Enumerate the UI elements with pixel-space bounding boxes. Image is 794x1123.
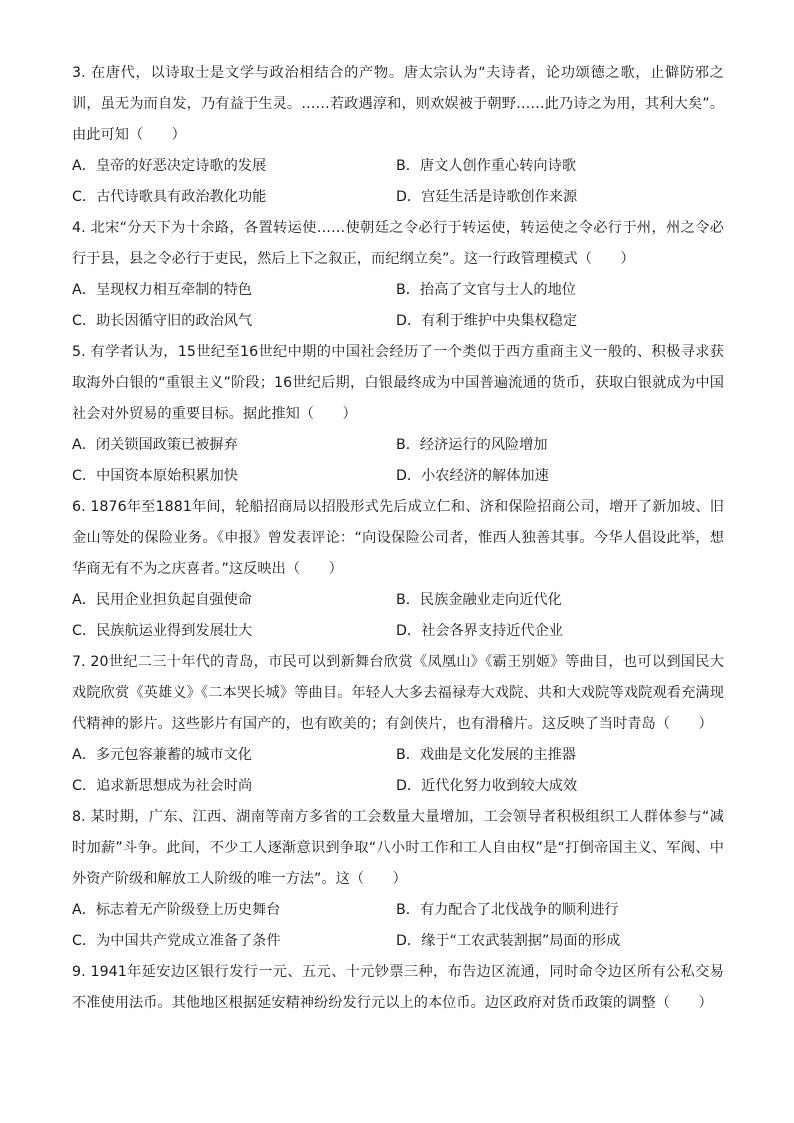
option-b: B．有力配合了北伐战争的顺利进行 bbox=[396, 902, 619, 918]
option-d: D．有利于维护中央集权稳定 bbox=[396, 313, 578, 329]
option-b: B．戏曲是文化发展的主推器 bbox=[396, 747, 576, 763]
options-grid bbox=[72, 740, 724, 802]
option-d: D．宫廷生活是诗歌创作来源 bbox=[396, 189, 578, 205]
options-grid bbox=[72, 275, 724, 337]
question-stem: 6. 1876年至1881年间，轮船招商局以招股形式先后成立仁和、济和保险招商公司，增开了新加坡、旧金山等处的保险业务。《申报》曾发表评论：“向设保险公司者，惟西人独善其事。今华人倡设此举，想华商无有不为之庆喜者。”这反映出（ ） bbox=[72, 499, 724, 577]
option-c: C．为中国共产党成立准备了条件 bbox=[72, 933, 281, 949]
question-9 bbox=[72, 957, 724, 1019]
question-4 bbox=[72, 213, 724, 337]
option-b: B．抬高了文官与士人的地位 bbox=[396, 282, 576, 298]
question-8 bbox=[72, 802, 724, 957]
option-a: A．呈现权力相互牵制的特色 bbox=[72, 282, 252, 298]
question-stem: 8. 某时期，广东、江西、湖南等南方多省的工会数量大量增加，工会领导者积极组织工人群体参与“减时加薪”斗争。此间，不少工人逐渐意识到争取“八小时工作和工人自由权”是“打倒帝国主义、军阀、中外资产阶级和解放工人阶级的唯一方法”。这（ ） bbox=[72, 809, 724, 887]
option-c: C．民族航运业得到发展壮大 bbox=[72, 623, 253, 639]
option-b: B．民族金融业走向近代化 bbox=[396, 592, 562, 608]
question-5 bbox=[72, 337, 724, 492]
option-d: D．缘于“工农武装割据”局面的形成 bbox=[396, 933, 621, 949]
question-3 bbox=[72, 58, 724, 213]
question-stem: 4. 北宋“分天下为十余路，各置转运使……使朝廷之令必行于转运使，转运使之令必行于州，州之令必行于县，县之令必行于吏民，然后上下之叙正，而纪纲立矣”。这一行政管理模式（ ） bbox=[72, 220, 724, 267]
option-a: A．闭关锁国政策已被摒弃 bbox=[72, 437, 238, 453]
option-c: C．中国资本原始积累加快 bbox=[72, 468, 238, 484]
option-d: D．小农经济的解体加速 bbox=[396, 468, 549, 484]
options-grid bbox=[72, 585, 724, 647]
question-6 bbox=[72, 492, 724, 647]
options-grid bbox=[72, 151, 724, 213]
exam-page bbox=[72, 58, 724, 1019]
option-a: A．皇帝的好恶决定诗歌的发展 bbox=[72, 158, 267, 174]
question-stem: 3. 在唐代，以诗取士是文学与政治相结合的产物。唐太宗认为“夫诗者，论功颂德之歌，止僻防邪之训，虽无为而自发，乃有益于生灵。……若政遇淳和，则欢娱被于朝野……此乃诗之为用，其利大矣”。由此可知（ ） bbox=[72, 65, 724, 143]
options-grid bbox=[72, 430, 724, 492]
options-grid bbox=[72, 895, 724, 957]
option-d: D．近代化努力收到较大成效 bbox=[396, 778, 578, 794]
option-b: B．经济运行的风险增加 bbox=[396, 437, 548, 453]
option-c: C．追求新思想成为社会时尚 bbox=[72, 778, 253, 794]
question-stem: 9. 1941年延安边区银行发行一元、五元、十元钞票三种，布告边区流通，同时命令边区所有公私交易不准使用法币。其他地区根据延安精神纷纷发行元以上的本位币。边区政府对货币政策的调整（ ） bbox=[72, 964, 724, 1011]
question-stem: 7. 20世纪二三十年代的青岛，市民可以到新舞台欣赏《凤凰山》《霸王别姬》等曲目，也可以到国民大戏院欣赏《英雄义》《二本哭长城》等曲目。年轻人大多去福禄寿大戏院、共和大戏院等戏院观看充满现代精神的影片。这些影片有国产的，也有欧美的；有剑侠片，也有滑稽片。这反映了当时青岛（ ） bbox=[72, 654, 724, 732]
option-c: C．古代诗歌具有政治教化功能 bbox=[72, 189, 267, 205]
option-a: A．多元包容兼蓄的城市文化 bbox=[72, 747, 252, 763]
question-stem: 5. 有学者认为，15世纪至16世纪中期的中国社会经历了一个类似于西方重商主义一般的、积极寻求获取海外白银的“重银主义”阶段；16世纪后期，白银最终成为中国普遍流通的货币，获取白银就成为中国社会对外贸易的重要目标。据此推知（ ） bbox=[72, 344, 724, 422]
option-c: C．助长因循守旧的政治风气 bbox=[72, 313, 253, 329]
question-7 bbox=[72, 647, 724, 802]
option-a: A．民用企业担负起自强使命 bbox=[72, 592, 252, 608]
option-a: A．标志着无产阶级登上历史舞台 bbox=[72, 902, 281, 918]
option-d: D．社会各界支持近代企业 bbox=[396, 623, 563, 639]
option-b: B．唐文人创作重心转向诗歌 bbox=[396, 158, 576, 174]
